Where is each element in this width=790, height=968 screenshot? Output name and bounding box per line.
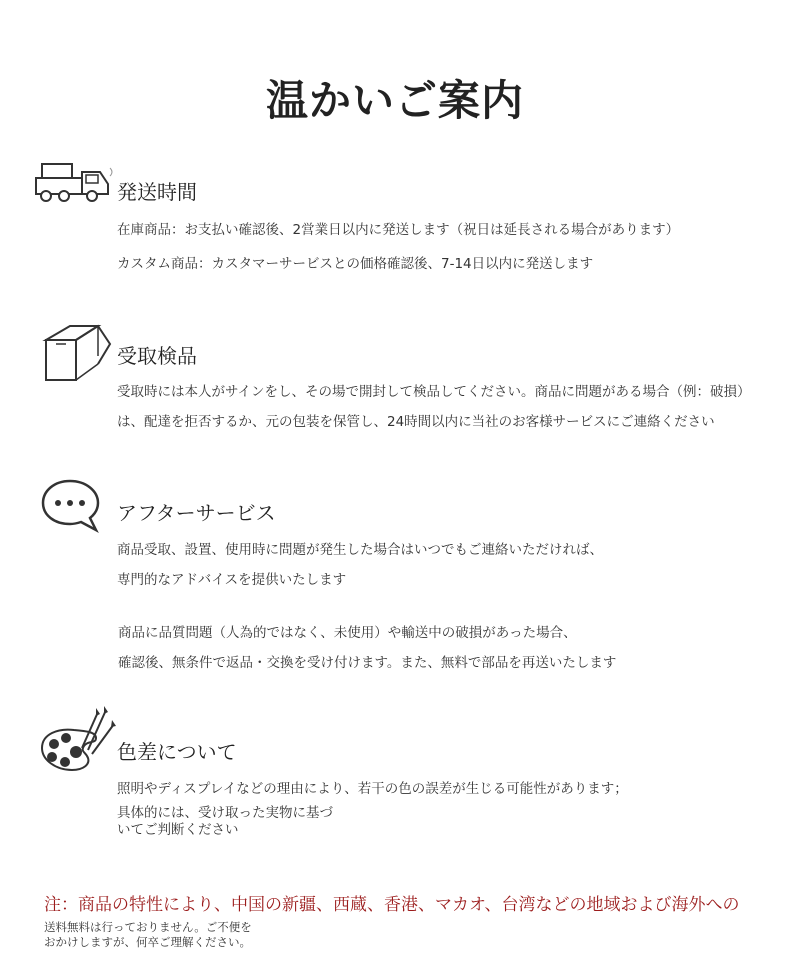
page-title: 温かいご案内 bbox=[265, 76, 524, 125]
note-detail-line: おかけしますが、何卒ご理解ください。 bbox=[44, 935, 251, 949]
shipping-text-line: 在庫商品：お支払い確認後、2営業日以内に発送します（祝日は延長される場合があります） bbox=[117, 222, 680, 238]
color-difference-text-line: いてご判断ください bbox=[117, 822, 239, 838]
shipping-region-note: 注：商品の特性により、中国の新疆、西蔵、香港、マカオ、台湾などの地域および海外への bbox=[44, 895, 740, 915]
after-service-text-line: 確認後、無条件で返品・交換を受け付けます。また、無料で部品を再送いたします bbox=[118, 655, 617, 671]
after-service-text-line: 専門的なアドバイスを提供いたします bbox=[117, 572, 347, 588]
after-service-text-line: 商品に品質問題（人為的ではなく、未使用）や輸送中の破損があった場合、 bbox=[118, 625, 577, 641]
inspection-text-line: 受取時には本人がサインをし、その場で開封して検品してください。商品に問題がある場合（例：破損） bbox=[117, 384, 751, 400]
note-detail-line: 送料無料は行っておりません。ご不便を bbox=[44, 920, 252, 934]
chat-bubble-icon bbox=[40, 478, 102, 534]
section-heading-after-service: アフターサービス bbox=[117, 501, 276, 525]
section-heading-inspection: 受取検品 bbox=[117, 344, 197, 368]
inspection-text-line: は、配達を拒否するか、元の包装を保管し、24時間以内に当社のお客様サービスにご連絡ください bbox=[117, 414, 715, 430]
color-difference-text-line: 具体的には、受け取った実物に基づ bbox=[117, 805, 333, 821]
section-heading-shipping: 発送時間 bbox=[117, 180, 197, 204]
color-difference-text-line: 照明やディスプレイなどの理由により、若干の色の誤差が生じる可能性があります； bbox=[117, 781, 628, 797]
box-icon bbox=[40, 322, 112, 386]
paint-palette-icon bbox=[38, 704, 118, 774]
section-heading-color-difference: 色差について bbox=[117, 740, 237, 764]
after-service-text-line: 商品受取、設置、使用時に問題が発生した場合はいつでもご連絡いただければ、 bbox=[117, 542, 603, 558]
shipping-text-line: カスタム商品：カスタマーサービスとの価格確認後、7-14日以内に発送します bbox=[117, 256, 594, 272]
truck-icon bbox=[34, 162, 116, 206]
